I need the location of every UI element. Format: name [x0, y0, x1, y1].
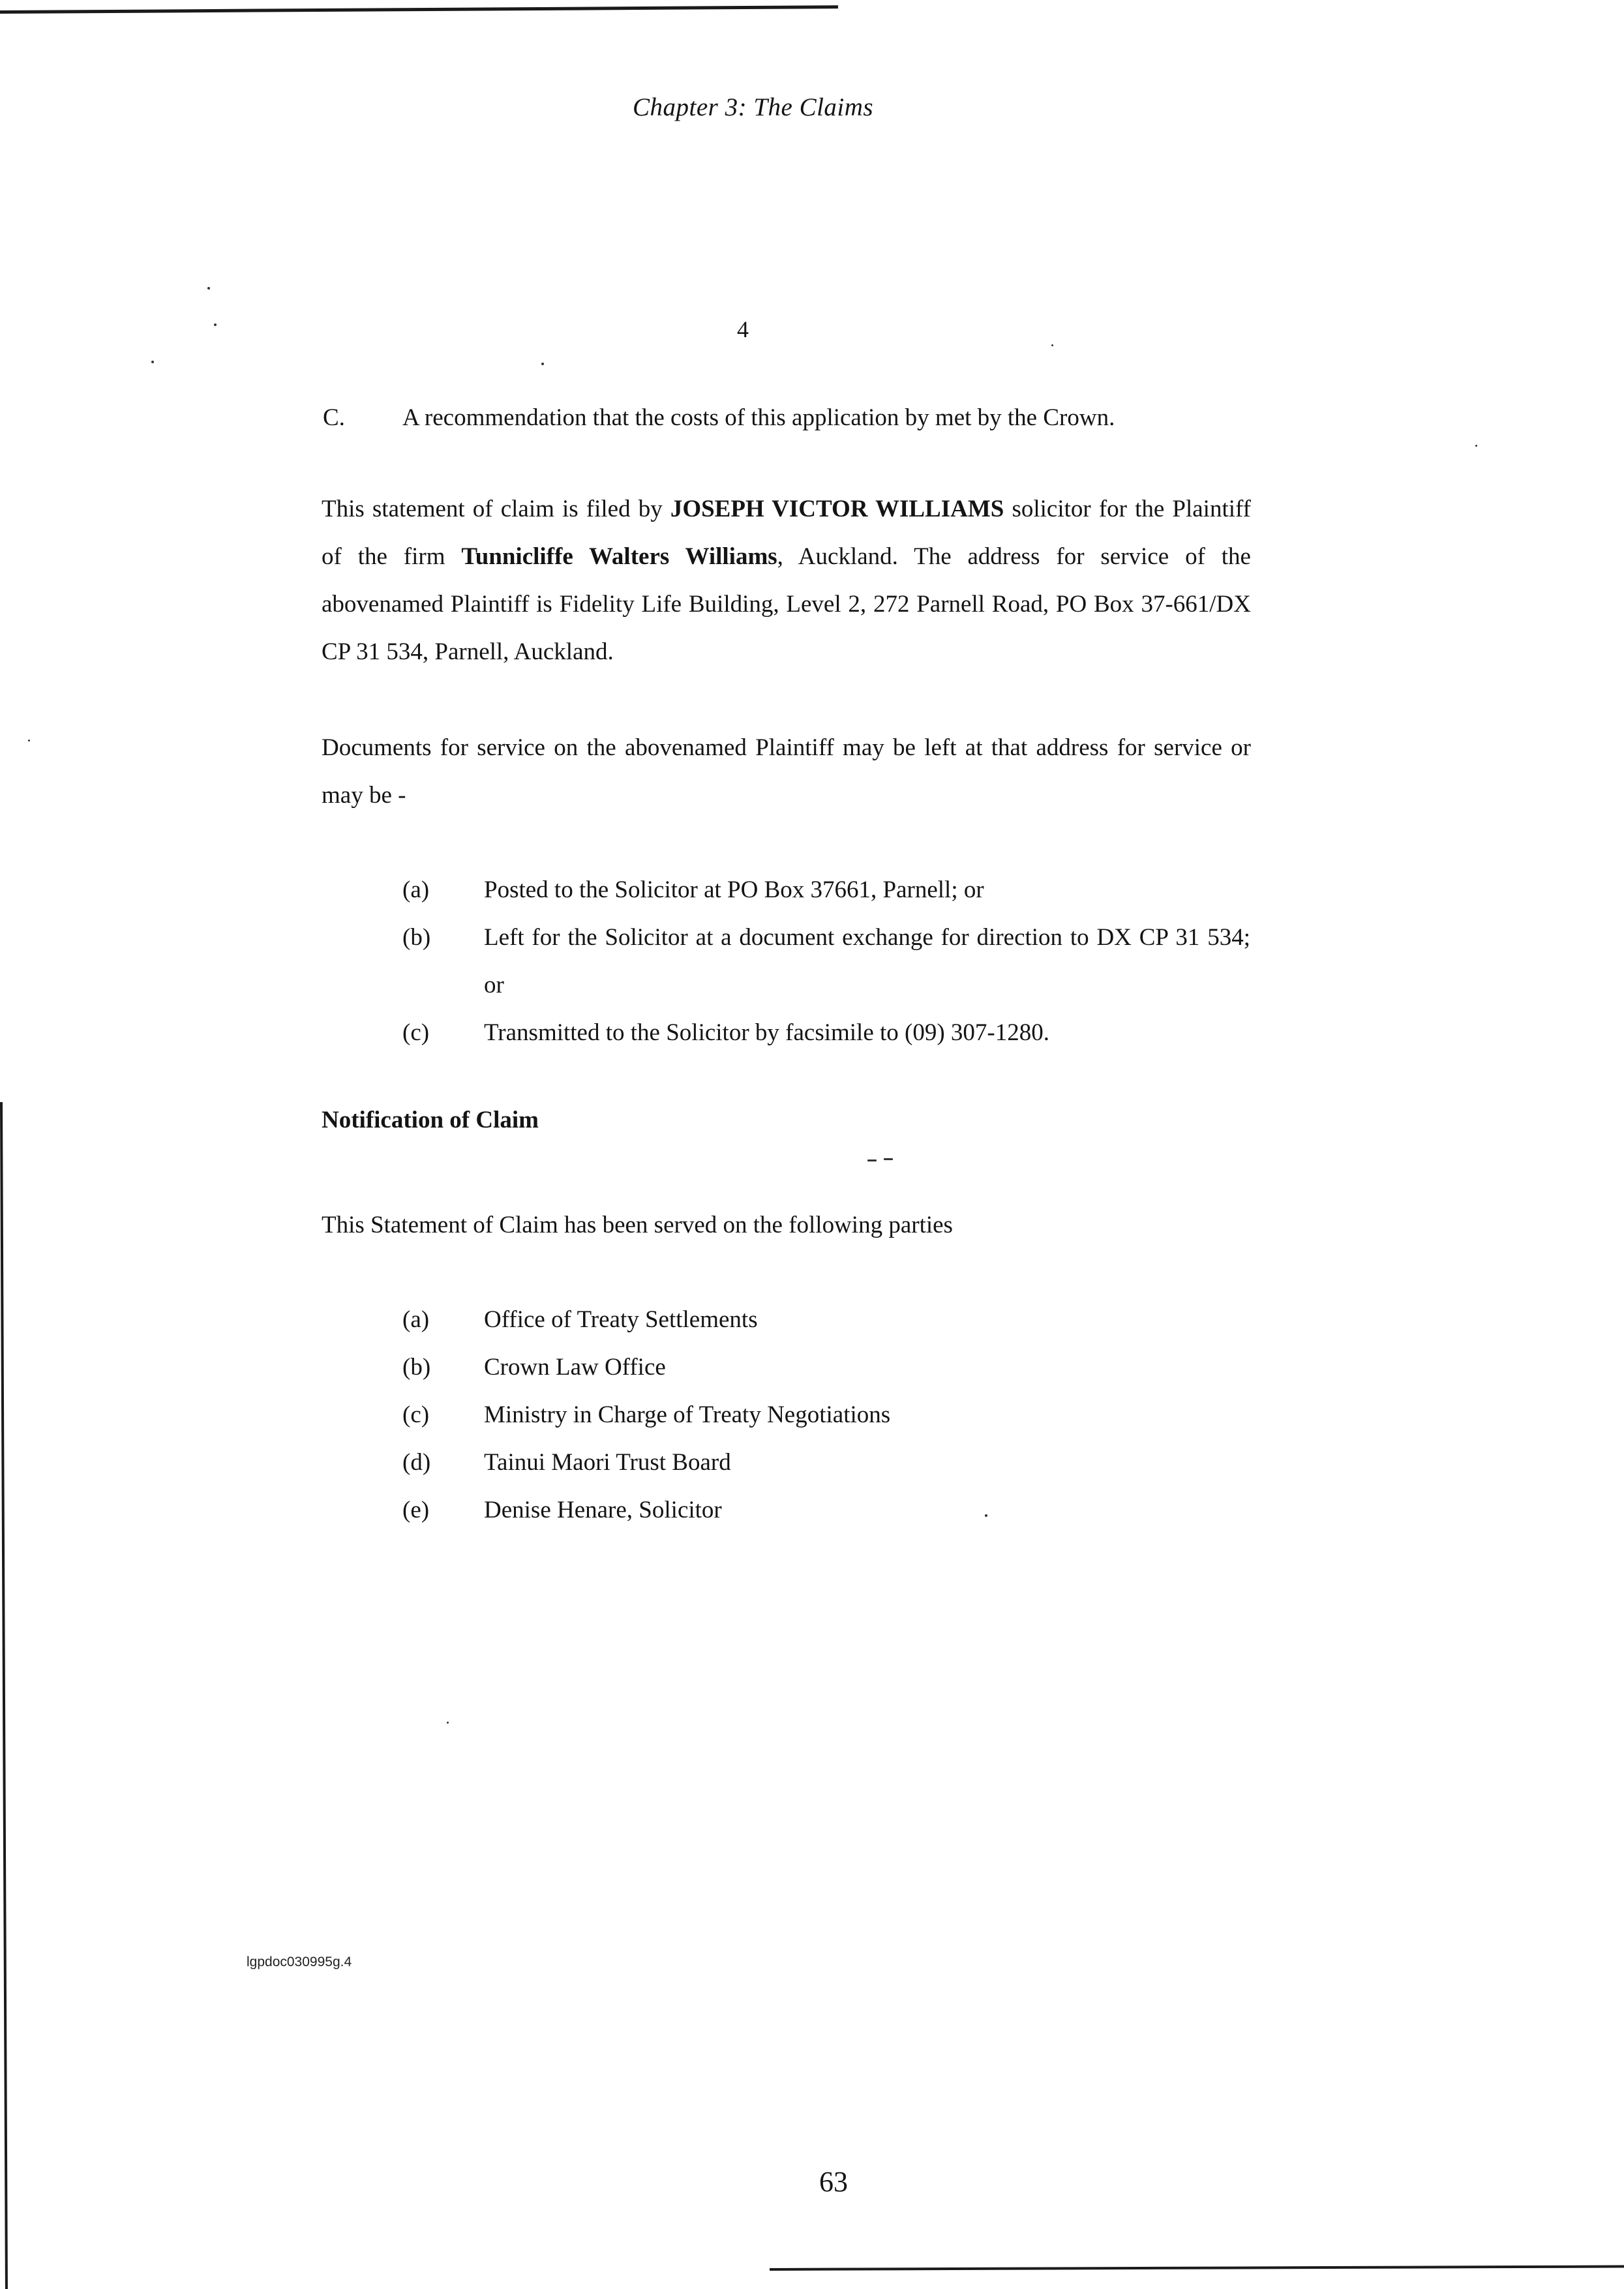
list-item-text: Office of Treaty Settlements	[484, 1306, 758, 1333]
list-item-label: (e)	[402, 1497, 430, 1523]
scan-speck	[1051, 344, 1053, 346]
notification-heading: Notification of Claim	[322, 1107, 539, 1133]
scan-speck	[867, 1159, 877, 1161]
filing-text-3: , Auckland. The address for service of the abovenamed Plaintiff is Fidelity Life Building, Level 2, 272 Parnell Road, PO Box 37-661/DX CP 31 534, Parnell, Auckland.	[322, 543, 1251, 665]
list-item-text: Ministry in Charge of Treaty Negotiations	[484, 1401, 891, 1428]
running-header: Chapter 3: The Claims	[633, 93, 874, 121]
filing-text-2: solicitor for the Plaintiff of the firm	[322, 496, 1251, 570]
list-item-text: Transmitted to the Solicitor by facsimile to (09) 307-1280.	[484, 1019, 1050, 1046]
solicitor-name: JOSEPH VICTOR WILLIAMS	[670, 496, 1004, 522]
list-item-label: (a)	[402, 876, 430, 903]
list-item-text: Tainui Maori Trust Board	[484, 1449, 731, 1476]
scan-speck	[28, 740, 30, 741]
firm-name: Tunnicliffe Walters Williams	[461, 543, 777, 570]
list-item-label: (b)	[402, 1354, 431, 1381]
list-item-text: Posted to the Solicitor at PO Box 37661, Parnell; or	[484, 876, 984, 903]
page-number-top: 4	[737, 316, 749, 342]
list-item-label: (a)	[402, 1306, 430, 1333]
served-parties-list	[402, 1296, 1250, 1534]
documents-paragraph: Documents for service on the abovenamed Plaintiff may be left at that address for service or may be -	[322, 734, 1251, 809]
filing-paragraph	[322, 485, 1251, 676]
served-paragraph: This Statement of Claim has been served on the following parties	[322, 1212, 953, 1238]
list-item	[402, 914, 1250, 1009]
list-item	[402, 1486, 1250, 1534]
item-c-text: A recommendation that the costs of this application by met by the Crown.	[402, 404, 1115, 431]
scan-speck	[151, 361, 154, 363]
list-item-label: (c)	[402, 1019, 430, 1046]
list-item	[402, 1296, 1250, 1343]
scan-speck	[207, 287, 210, 290]
list-item	[402, 1009, 1250, 1056]
filing-text-1: This statement of claim is filed by	[322, 496, 670, 522]
list-item-label: (c)	[402, 1401, 430, 1428]
scan-border-left	[0, 1102, 8, 2289]
list-item-text: Crown Law Office	[484, 1354, 666, 1381]
scan-speck	[541, 363, 544, 365]
list-item	[402, 1391, 1250, 1439]
list-item	[402, 1343, 1250, 1391]
scan-speck	[447, 1722, 449, 1724]
list-item-label: (d)	[402, 1449, 431, 1476]
list-item	[402, 866, 1250, 914]
page-folio: 63	[819, 2166, 848, 2198]
list-item-text: Denise Henare, Solicitor	[484, 1497, 722, 1523]
list-item-text: Left for the Solicitor at a document exchange for direction to DX CP 31 534; or	[484, 924, 1250, 998]
scan-border-top	[0, 5, 838, 14]
document-code: lgpdoc030995g.4	[247, 1954, 352, 1969]
list-item-label: (b)	[402, 924, 431, 951]
list-item	[402, 1439, 1250, 1486]
scan-speck	[214, 323, 217, 326]
scan-border-bottom	[770, 2265, 1624, 2271]
scan-speck	[1475, 445, 1477, 447]
item-c-label: C.	[323, 404, 345, 431]
service-methods-list	[402, 866, 1250, 1056]
scan-speck	[884, 1158, 893, 1160]
